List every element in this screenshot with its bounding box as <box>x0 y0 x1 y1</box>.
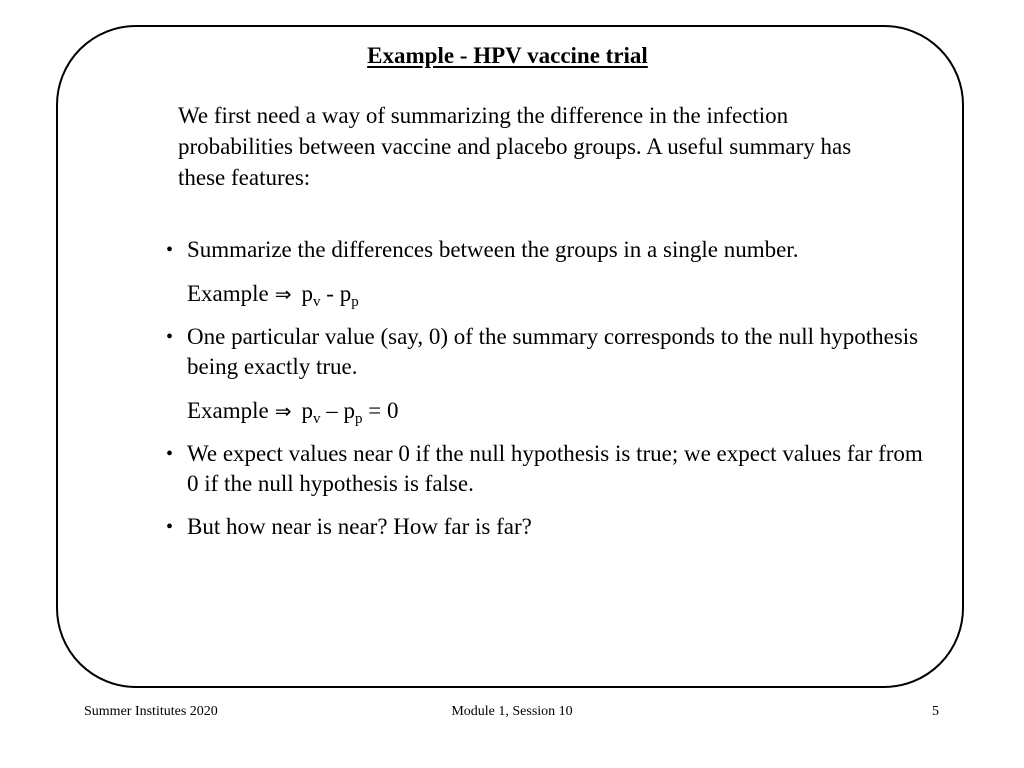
math-var: p <box>339 281 352 306</box>
intro-paragraph: We first need a way of summarizing the difference in the infection probabilities between vaccine and placebo groups. A useful summary has these features: <box>178 103 852 190</box>
math-subscript: p <box>351 294 359 310</box>
bullet-item <box>166 512 926 542</box>
bullet-item <box>166 439 926 499</box>
bullet-text: But how near is near? How far is far? <box>187 514 532 539</box>
bullet-item <box>166 322 926 382</box>
bullet-item <box>166 235 926 265</box>
example-line <box>166 396 926 426</box>
math-subscript: p <box>355 411 363 427</box>
example-label: Example <box>187 398 269 423</box>
bullet-text: One particular value (say, 0) of the summary corresponds to the null hypothesis being exactly true. <box>187 324 919 379</box>
math-var: p <box>301 398 314 423</box>
bullet-text: We expect values near 0 if the null hypothesis is true; we expect values far from 0 if the null hypothesis is false. <box>187 441 923 496</box>
example-label: Example <box>187 281 269 306</box>
math-var: p <box>301 281 314 306</box>
bullet-icon: • <box>166 443 174 465</box>
bullet-icon: • <box>166 326 174 348</box>
example-line <box>166 279 926 309</box>
math-operator: – <box>326 398 338 423</box>
implies-arrow-icon: ⇒ <box>274 282 292 306</box>
math-operator: - <box>326 281 334 306</box>
math-var: p <box>343 398 356 423</box>
slide-title: Example - HPV vaccine trial <box>367 43 648 68</box>
math-tail: = 0 <box>368 398 399 423</box>
footer-institute: Summer Institutes 2020 <box>84 704 218 719</box>
implies-arrow-icon: ⇒ <box>274 399 292 423</box>
bullet-list <box>166 235 926 542</box>
bullet-text: Summarize the differences between the groups in a single number. <box>187 237 799 262</box>
bullet-icon: • <box>166 516 174 538</box>
page-number: 5 <box>932 704 939 719</box>
math-subscript: v <box>313 411 321 427</box>
bullet-icon: • <box>166 239 174 261</box>
footer-session: Module 1, Session 10 <box>451 704 573 719</box>
math-subscript: v <box>313 294 321 310</box>
